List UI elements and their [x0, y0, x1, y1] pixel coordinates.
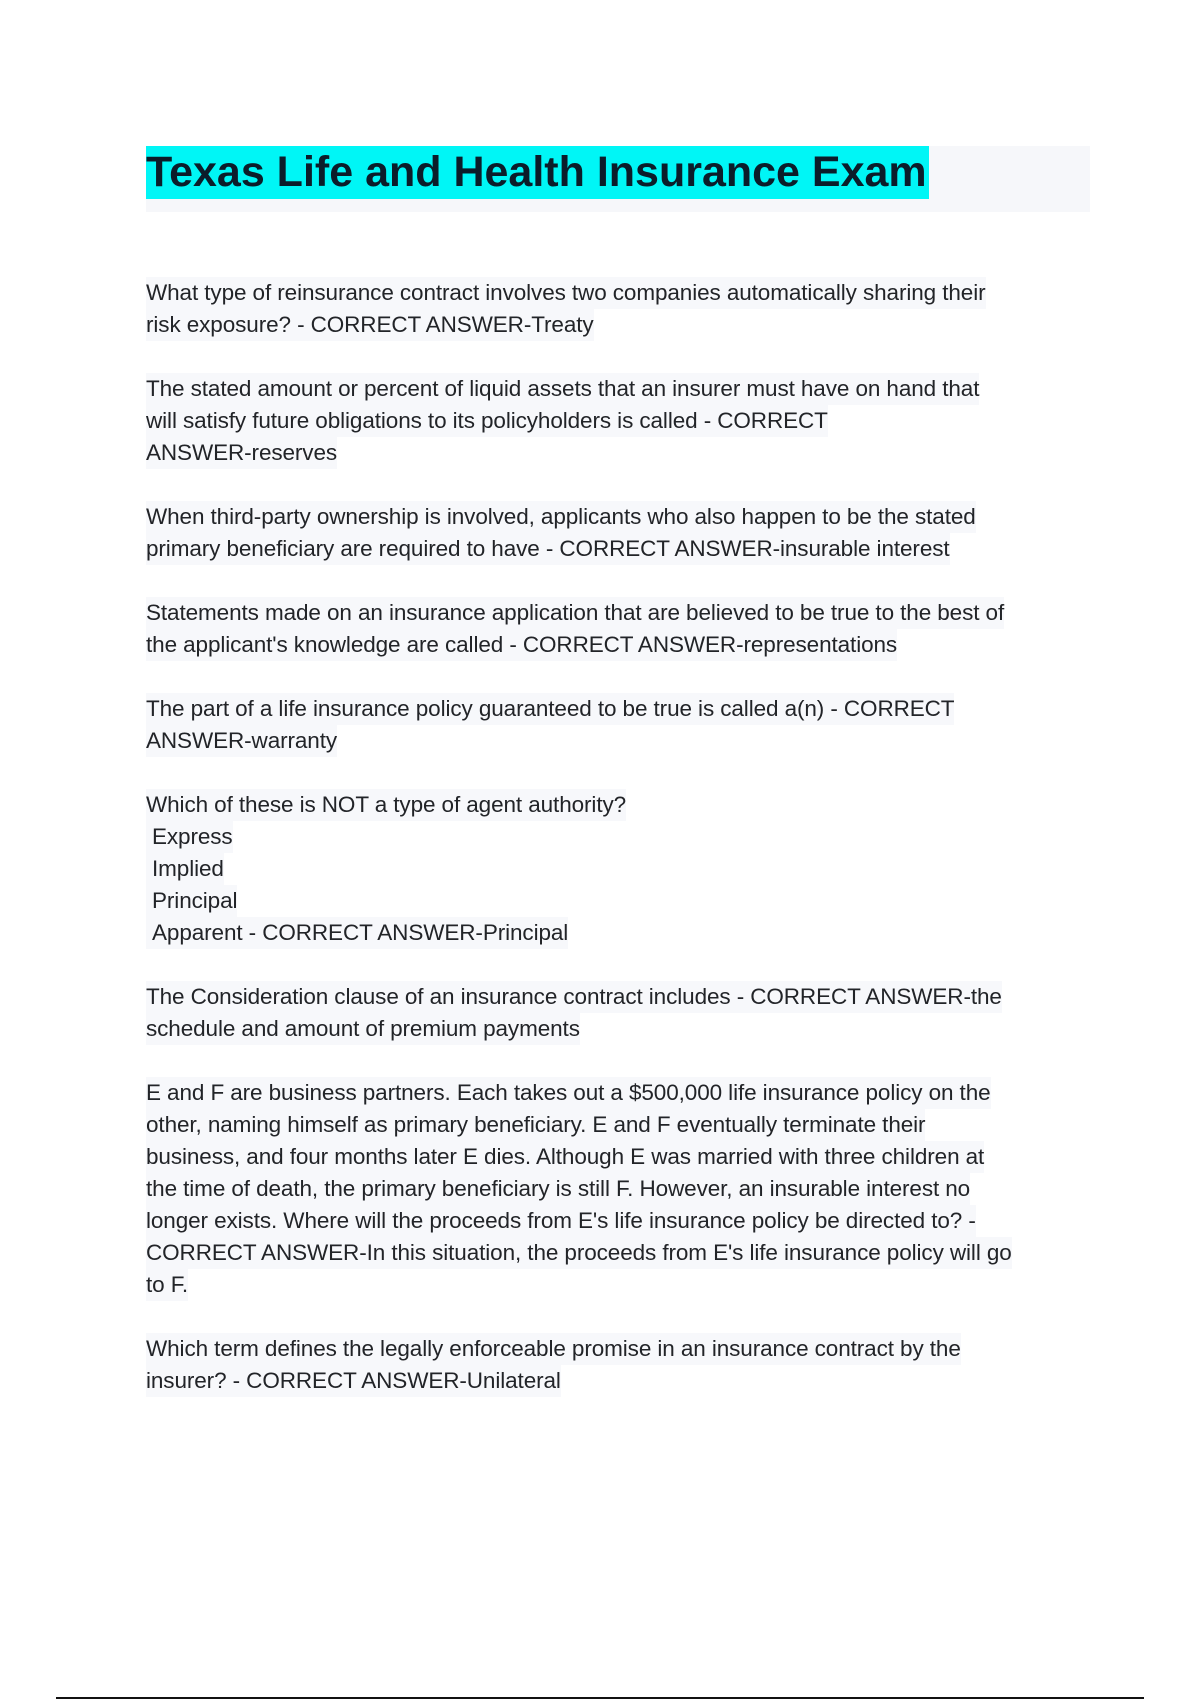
qa-line: other, naming himself as primary beneficiary. E and F eventually terminate their [146, 1109, 925, 1141]
qa-line: Which term defines the legally enforceable promise in an insurance contract by the [146, 1333, 961, 1365]
qa-item-4 [146, 597, 1090, 661]
qa-line: ANSWER-reserves [146, 437, 337, 469]
document-title: Texas Life and Health Insurance Exam [146, 146, 929, 199]
title-band [146, 146, 1090, 212]
qa-line: longer exists. Where will the proceeds from E's life insurance policy be directed to? - [146, 1205, 976, 1237]
qa-question: Which of these is NOT a type of agent authority? [146, 789, 626, 821]
qa-line: the applicant's knowledge are called - CORRECT ANSWER-representations [146, 629, 897, 661]
qa-item-8 [146, 1077, 1090, 1301]
qa-line: E and F are business partners. Each takes out a $500,000 life insurance policy on the [146, 1077, 991, 1109]
qa-line: to F. [146, 1269, 188, 1301]
qa-line: primary beneficiary are required to have - CORRECT ANSWER-insurable interest [146, 533, 950, 565]
qa-line: What type of reinsurance contract involves two companies automatically sharing their [146, 277, 986, 309]
qa-line: the time of death, the primary beneficiary is still F. However, an insurable interest no [146, 1173, 970, 1205]
qa-line: CORRECT ANSWER-In this situation, the proceeds from E's life insurance policy will go [146, 1237, 1012, 1269]
qa-item-2 [146, 373, 1090, 469]
qa-line: will satisfy future obligations to its policyholders is called - CORRECT [146, 405, 828, 437]
qa-option: Implied [146, 853, 224, 885]
qa-line: The part of a life insurance policy guaranteed to be true is called a(n) - CORRECT [146, 693, 954, 725]
qa-item-6 [146, 789, 1090, 949]
qa-line: The stated amount or percent of liquid assets that an insurer must have on hand that [146, 373, 979, 405]
qa-line: ANSWER-warranty [146, 725, 337, 757]
qa-list [146, 277, 1090, 1397]
qa-item-1 [146, 277, 1090, 341]
qa-line: schedule and amount of premium payments [146, 1013, 580, 1045]
document-page [146, 146, 1090, 1429]
qa-item-3 [146, 501, 1090, 565]
qa-line: risk exposure? - CORRECT ANSWER-Treaty [146, 309, 594, 341]
footer-rule [56, 1697, 1144, 1699]
qa-line: business, and four months later E dies. Although E was married with three children at [146, 1141, 984, 1173]
qa-line: When third-party ownership is involved, applicants who also happen to be the stated [146, 501, 976, 533]
qa-option: Principal [146, 885, 237, 917]
qa-line: insurer? - CORRECT ANSWER-Unilateral [146, 1365, 561, 1397]
qa-item-5 [146, 693, 1090, 757]
qa-option: Apparent - CORRECT ANSWER-Principal [146, 917, 568, 949]
qa-item-9 [146, 1333, 1090, 1397]
qa-option: Express [146, 821, 233, 853]
qa-line: The Consideration clause of an insurance contract includes - CORRECT ANSWER-the [146, 981, 1002, 1013]
qa-item-7 [146, 981, 1090, 1045]
qa-line: Statements made on an insurance application that are believed to be true to the best of [146, 597, 1004, 629]
